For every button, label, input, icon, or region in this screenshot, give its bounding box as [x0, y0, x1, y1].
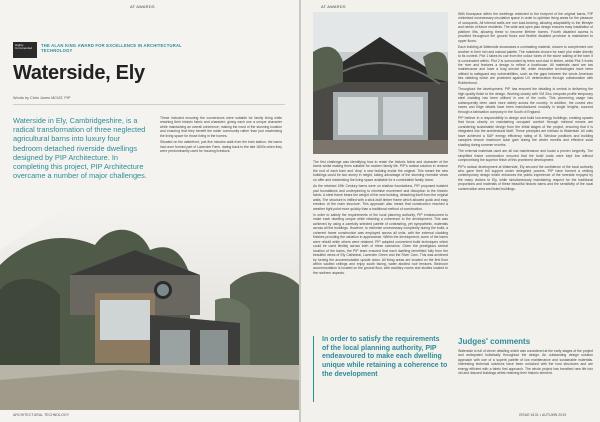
award-line: THE ALAN KING AWARD FOR EXCELLENCE IN ARCHITECTURAL TECHNOLOGY — [41, 43, 182, 53]
article-column-1 — [313, 160, 448, 277]
paragraph: As the retained 19th Century barns were on shallow foundations, PIP proposed isolated pad foundations and underpinning to minimise movement and disruption to the historic fabric. A steel frame bears the weight of the new building, detaching itself from the original walls. The structure is infilled with a stick-built timber frame which allowed quick and easy erection of the main structure. This approach also meant that construction reached a weather tight point more quickly than a traditional method of construction. — [313, 184, 448, 211]
section-header: AT AWARDS — [130, 4, 155, 9]
intro-paragraph-2: Situated on the waterfront, just five minutes walk from the train station, the barns had once formed part of Lavender Farm, dating back to the late 1800s when they were predominantly used for housing livestock. — [160, 140, 282, 154]
lede-paragraph: Waterside in Ely, Cambridgeshire, is a radical transformation of three neglected agricultural barns into luxury four bedroom detached riverside dwellings designed by PIP Architecture. In completing this project, PIP Architecture overcame a number of major challenges. — [13, 116, 147, 181]
award-badge: Highly Commended — [13, 42, 37, 58]
paragraph: Throughout the development, PIP has ensured the detailing is central in delivering the high quality finish to the design. Working closely with VM Zinc, bespoke profile temporary steel cladding has been utilised in one of the roofs. This pioneering usage has subsequently been used more widely across the country. In addition, the curved zinc eaves and fidge details have been manufactured crucially in single lengths, sourced through a fabrication company in the South of England. — [458, 87, 593, 114]
divider — [13, 104, 285, 105]
pull-quote: In order to satisfy the requirements of the local planning authority, PIP endeavoured to make each dwelling unique while retaining a coherence to the development — [313, 336, 448, 402]
paragraph: The external materials used are all low maintenance and boast a proven longevity. The simplified frame construction ensured that the build costs were kept low without compromising the superior finish of this prominent development. — [458, 149, 593, 163]
paragraph: PIP believe in a responsibility to design and build low-energy buildings; creating spaces that focus closely on maintaining occupant comfort through minimal means are considering sustainable design from the initial stages of the project, ensuring that it is integrated into the architectural itself. These principles are intrinsic to Waterside. All units have achieved a SAP energy efficiency rating of B. Window positions and building canopies ensure maximum solar gain during the winter months and effective solar shading during summer months. — [458, 115, 593, 147]
barn-interior-photo — [313, 12, 448, 154]
intro-column — [160, 116, 282, 156]
left-page — [0, 0, 299, 422]
paragraph: The first challenge was identifying how to retain the historic fabric and character of the barns whilst making them suitable for modern family life. PIP's radical solution to remove the roof of each barn and 'drop' a new building inside the original. This meant the new buildings could be two storey in height, taking advantage of the stunning riverside views on offer and maximising the living space available for a comfortable family home. — [313, 160, 448, 182]
paragraph: In order to satisfy the requirements of the local planning authority, PIP endeavoured to make each dwelling unique while retaining a coherence to the development. This was achieved by using a carefully selected palette of contrasting, yet sympathetic, materials across all the buildings. However, to minimise unnecessary complexity during the build, a coherent frame construction was employed across all units, with the external cladding finishes providing the variation in appearance. Within the development, some of the barns were rebuilt while others were retained. PIP adopted convenient build techniques which could be used flexibly across both of these scenarios. Given the prestigious central location of the barns, the PIP team ensured that each dwelling benefitted fully from the beautiful views of Ely Cathedral, Lavender Green and the River Cam. This was achieved by turning the accommodation upside down. All living areas are located on the first floor within vaulted ceilings and enjoy south facing, water abutted roof terraces. Bedroom accommodation is located on the ground floor, with ancillary rooms and studies located to the northern aspects. — [313, 212, 448, 275]
article-column-2 — [458, 12, 593, 193]
section-header: AT AWARDS — [321, 4, 346, 9]
page-footer: ISSUE #131 • AUTUMN 2019 — [519, 413, 567, 417]
intro-paragraph-1: These included ensuring the conversions were suitable for family living while retaining their historic fabric and character; giving each one a unique character while maintaining an overall coherence; making the most of the stunning location and ensuring that they benefit the wider community rather than just maximising the living space for those living in the homes. — [160, 116, 282, 138]
paragraph: With floorspace within the dwellings restricted to the footprint of the original barns, PIP minimised unnecessary circulation space in order to optimise living areas for the pleasure of occupants. All internal walls are non load-bearing, allowing adaptability to the lifestyle and needs of future residents. The wide and open plan design ensures easy installation of platform lifts, allowing these to become lifetime homes. Fourth disabled access is provided throughout the ground floors and flexible disabled provision is maintained to upper floors. — [458, 12, 593, 43]
page-footer: ARCHITECTURAL TECHNOLOGY — [13, 413, 70, 417]
article-title: Waterside, Ely — [13, 62, 145, 84]
right-page — [301, 0, 600, 422]
paragraph: Each building at Waterside showcases a contrasting material, chosen to complement one another in their rich and natural palette. The materials chosen for each plot relate directly to its context. Plot 1 takes its cue from the colour tones of the stone walling of the barn it is constructed within. Plot 2 is surrounded by trees and clad in timber, whilst Plot 3 fronts the river and features a design to reflect a boathouse. All materials used are low maintenance and have a long service life, while innovative technologies have been utilised to safeguard any vulnerabilities, such as the gaps between the whole American ties cladding which are protected against UV deterioration through collaboration with Rubberbond. — [458, 45, 593, 85]
paragraph: PIP's radical development at Waterside, Ely secured the confidence of the local authority who gave their full support under delegated powers. PIP have formed a striking contemporary design which enhances the public experience of the riverside enjoyed by the many visitors to Ely, while simultaneously maintaining respect for the traditional proportions and materials of these beautiful historic barns and the sensitivity of the local conservation area and listed buildings. — [458, 164, 593, 191]
judges-comments: Waterside is full of clever detailing which was considered at the early stages of the project and anticipated holistically throughout the design. An outstanding design solution approach with use of a superb palette of low maintenance and sustainable materials. Interesting technical solutions have been unlocked with the host structures and are energy efficient with a fabric first approach. The whole project has breathed new life into old and disused buildings whilst retaining their historic element. — [458, 349, 593, 376]
byline: Words by Chris Jones MCIAT, PIP — [13, 96, 71, 100]
barn-exterior-photo — [0, 205, 299, 410]
judges-heading: Judges' comments — [458, 337, 531, 346]
